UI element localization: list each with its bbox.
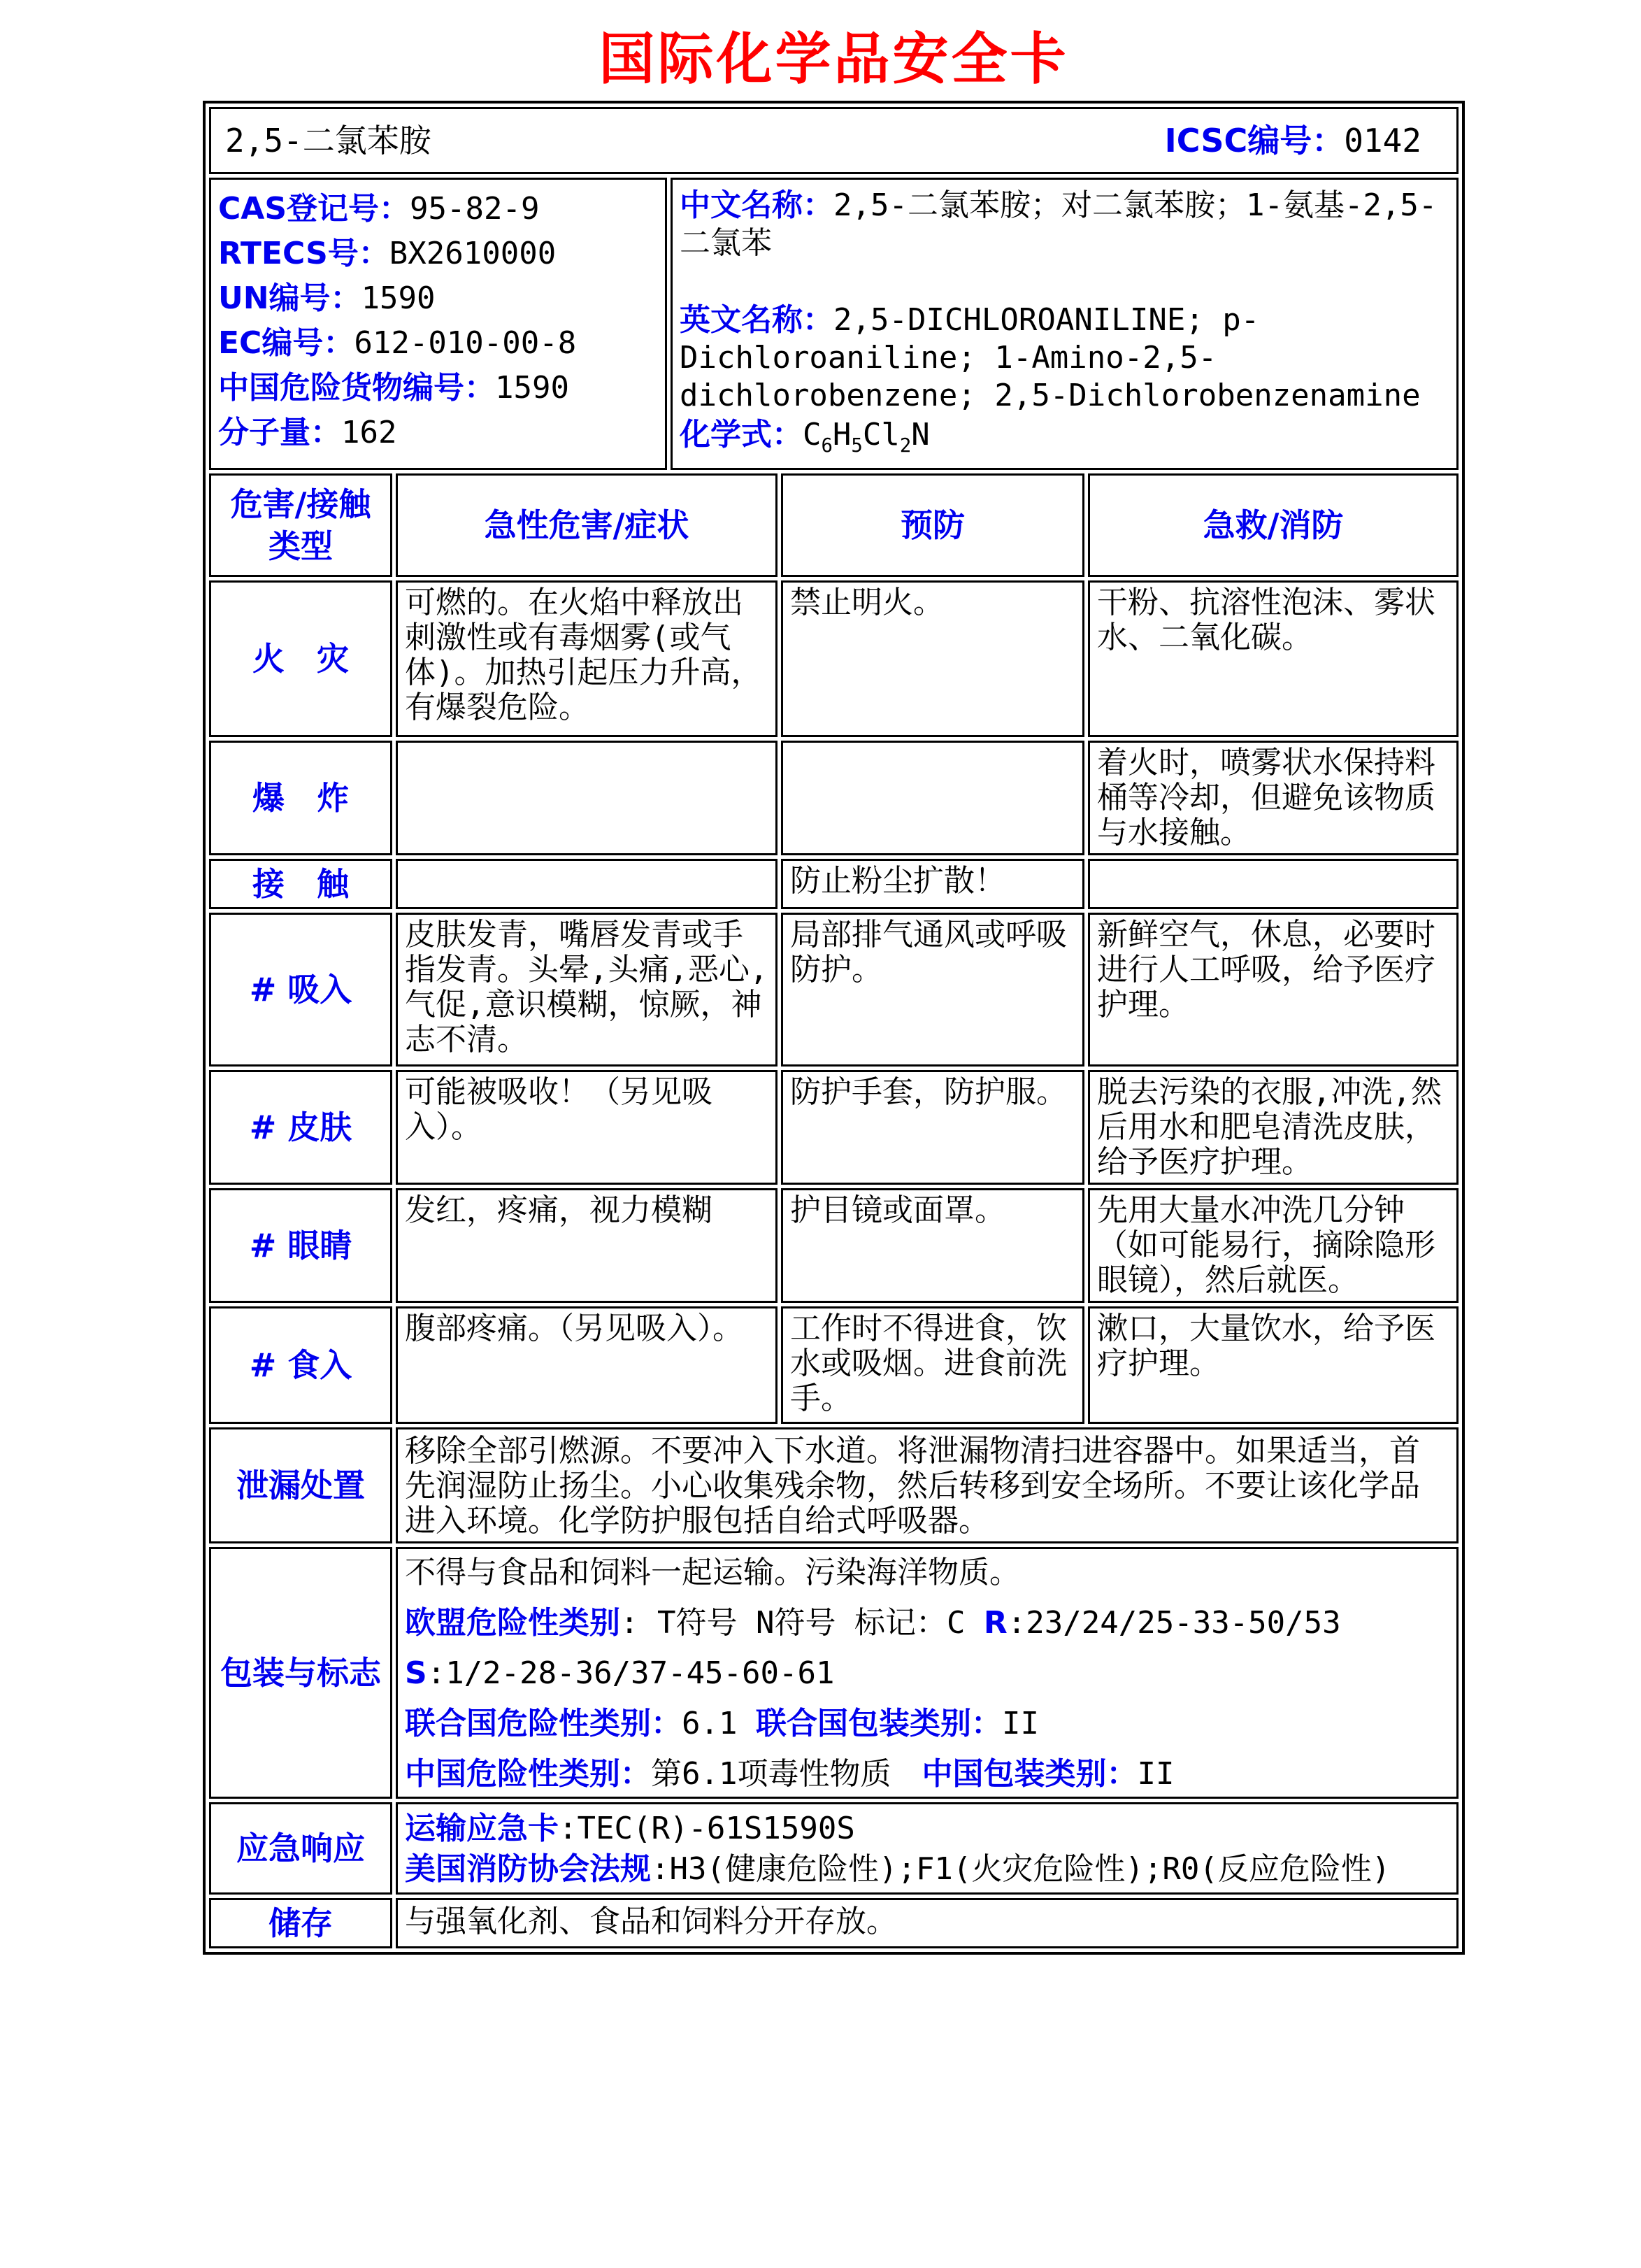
header-prevention: 预防	[781, 473, 1084, 577]
spillage-label-cell: 泄漏处置	[209, 1427, 392, 1543]
eyes-symptoms: 发红，疼痛，视力模糊	[396, 1188, 777, 1303]
cas-number-label: CAS登记号：	[218, 191, 410, 227]
section-emergency	[209, 1802, 1459, 1895]
hazard-row-eyes	[209, 1188, 1459, 1303]
ingestion-firstaid: 漱口，大量饮水，给予医疗护理。	[1088, 1306, 1459, 1424]
molecular-weight-label: 分子量：	[218, 415, 341, 450]
hazard-row-explosion	[209, 741, 1459, 855]
china-dg-number-value: 1590	[495, 370, 569, 406]
hazard-table-header	[209, 473, 1459, 577]
inhalation-symptoms: 皮肤发青，嘴唇发青或手指发青。头晕,头痛,恶心,气促,意识模糊，惊厥，神志不清。	[396, 913, 777, 1067]
ingestion-prevention: 工作时不得进食，饮水或吸烟。进食前洗手。	[781, 1306, 1084, 1424]
hazard-row-ingestion	[209, 1306, 1459, 1424]
icsc-card	[203, 101, 1465, 1955]
eyes-prevention: 护目镜或面罩。	[781, 1188, 1084, 1303]
explosion-symptoms	[396, 741, 777, 855]
formula-block	[680, 416, 1449, 465]
packaging-eu-classification: 欧盟危险性类别: T符号 N符号 标记：C R:23/24/25-33-50/53	[405, 1604, 1341, 1641]
packaging-china-classification: 中国危险性类别：第6.1项毒性物质 中国包装类别：II	[405, 1755, 1175, 1792]
chinese-name-value: 2,5-二氯苯胺；对二氯苯胺；1-氨基-2,5-二氯苯	[680, 187, 1438, 261]
inhalation-prevention: 局部排气通风或呼吸防护。	[781, 913, 1084, 1067]
explosion-prevention	[781, 741, 1084, 855]
rtecs-number-label: RTECS号：	[218, 236, 389, 271]
storage-content	[396, 1898, 1459, 1948]
un-number-line	[218, 276, 658, 321]
spillage-content	[396, 1427, 1459, 1543]
emergency-content	[396, 1802, 1459, 1895]
exposure-prevention: 防止粉尘扩散！	[781, 859, 1084, 909]
icsc-number	[1165, 123, 1449, 158]
ingestion-symptoms: 腹部疼痛。（另见吸入）。	[396, 1306, 777, 1424]
storage-text: 与强氧化剂、食品和饲料分开存放。	[405, 1903, 897, 1939]
rtecs-number-line	[218, 231, 658, 276]
hazard-row-exposure	[209, 859, 1459, 909]
emergency-transport-card: 运输应急卡:TEC(R)-61S1590S	[405, 1810, 855, 1846]
molecular-weight-value: 162	[341, 415, 397, 450]
icsc-number-label: ICSC编号：	[1164, 122, 1345, 159]
exposure-symptoms	[396, 859, 777, 909]
un-number-value: 1590	[361, 280, 436, 316]
skin-symptoms: 可能被吸收！（另见吸入）。	[396, 1070, 777, 1185]
identifiers-cell	[209, 178, 667, 470]
header-hazard-type: 危害/接触类型	[209, 473, 392, 577]
english-name-block	[680, 301, 1449, 415]
inhalation-firstaid: 新鲜空气，休息，必要时进行人工呼吸，给予医疗护理。	[1088, 913, 1459, 1067]
header-symptoms: 急性危害/症状	[396, 473, 777, 577]
fire-symptoms: 可燃的。在火焰中释放出刺激性或有毒烟雾(或气体)。加热引起压力升高，有爆裂危险。	[396, 580, 777, 737]
emergency-label-cell: 应急响应	[209, 1802, 392, 1895]
icsc-number-value: 0142	[1344, 122, 1421, 159]
eyes-firstaid: 先用大量水冲洗几分钟（如可能易行，摘除隐形眼镜），然后就医。	[1088, 1188, 1459, 1303]
molecular-weight-line	[218, 411, 658, 455]
english-name-value: 2,5-DICHLOROANILINE; p-Dichloroaniline; 1-Amino-2,5-dichlorobenzene; 2,5-Dichlorobenzenamine	[680, 302, 1421, 413]
emergency-nfpa-code: 美国消防协会法规:H3(健康危险性);F1(火灾危险性);R0(反应危险性)	[405, 1850, 1391, 1887]
formula-label: 化学式：	[680, 417, 803, 452]
rtecs-number-value: BX2610000	[389, 236, 557, 271]
fire-prevention: 禁止明火。	[781, 580, 1084, 737]
china-dg-number-line	[218, 366, 658, 411]
storage-label-cell: 储存	[209, 1898, 392, 1948]
skin-prevention: 防护手套，防护服。	[781, 1070, 1084, 1185]
chemical-name: 2,5-二氯苯胺	[225, 122, 431, 159]
chemical-name-cell	[209, 107, 1459, 174]
hazard-row-skin	[209, 1070, 1459, 1185]
hazard-type-ingestion: # 食入	[209, 1306, 392, 1424]
ec-number-label: EC编号：	[218, 325, 354, 361]
un-number-label: UN编号：	[218, 280, 361, 316]
hazard-type-eyes: # 眼睛	[209, 1188, 392, 1303]
identification-row	[209, 178, 1459, 470]
hazard-row-inhalation	[209, 913, 1459, 1067]
packaging-content	[396, 1547, 1459, 1799]
cas-number-line	[218, 187, 658, 231]
card-header-row	[209, 107, 1459, 174]
page-title: 国际化学品安全卡	[599, 26, 1069, 92]
hazard-type-inhalation: # 吸入	[209, 913, 392, 1067]
section-packaging	[209, 1547, 1459, 1799]
spillage-text: 移除全部引燃源。不要冲入下水道。将泄漏物清扫进容器中。如果适当，首先润湿防止扬尘。小心收集残余物，然后转移到安全场所。不要让该化学品进入环境。化学防护服包括自给式呼吸器。	[405, 1432, 1420, 1539]
ec-number-value: 612-010-00-8	[354, 325, 577, 361]
explosion-firstaid: 着火时，喷雾状水保持料桶等冷却，但避免该物质与水接触。	[1088, 741, 1459, 855]
hazard-type-explosion: 爆 炸	[209, 741, 392, 855]
header-firstaid: 急救/消防	[1088, 473, 1459, 577]
icsc-document	[0, 27, 1641, 2268]
china-dg-number-label: 中国危险货物编号：	[218, 370, 495, 406]
packaging-un-classification: 联合国危险性类别：6.1 联合国包装类别：II	[405, 1705, 1039, 1741]
english-name-label: 英文名称：	[680, 302, 833, 338]
packaging-label-cell: 包装与标志	[209, 1547, 392, 1799]
cas-number-value: 95-82-9	[410, 191, 540, 227]
names-cell	[671, 178, 1459, 470]
hazard-type-exposure: 接 触	[209, 859, 392, 909]
packaging-s-phrases: S:1/2-28-36/37-45-60-61	[405, 1655, 835, 1691]
fire-firstaid: 干粉、抗溶性泡沫、雾状水、二氧化碳。	[1088, 580, 1459, 737]
chinese-name-block	[680, 187, 1449, 262]
formula-value: $C_6H_5Cl_2N$	[803, 417, 930, 457]
section-storage	[209, 1898, 1459, 1948]
hazard-row-fire	[209, 580, 1459, 737]
chinese-name-label: 中文名称：	[680, 187, 833, 223]
packaging-transport-note: 不得与食品和饲料一起运输。污染海洋物质。	[405, 1554, 1020, 1590]
skin-firstaid: 脱去污染的衣服,冲洗,然后用水和肥皂清洗皮肤，给予医疗护理。	[1088, 1070, 1459, 1185]
hazard-type-skin: # 皮肤	[209, 1070, 392, 1185]
section-spillage	[209, 1427, 1459, 1543]
exposure-firstaid	[1088, 859, 1459, 909]
ec-number-line	[218, 321, 658, 366]
hazard-type-fire: 火 灾	[209, 580, 392, 737]
